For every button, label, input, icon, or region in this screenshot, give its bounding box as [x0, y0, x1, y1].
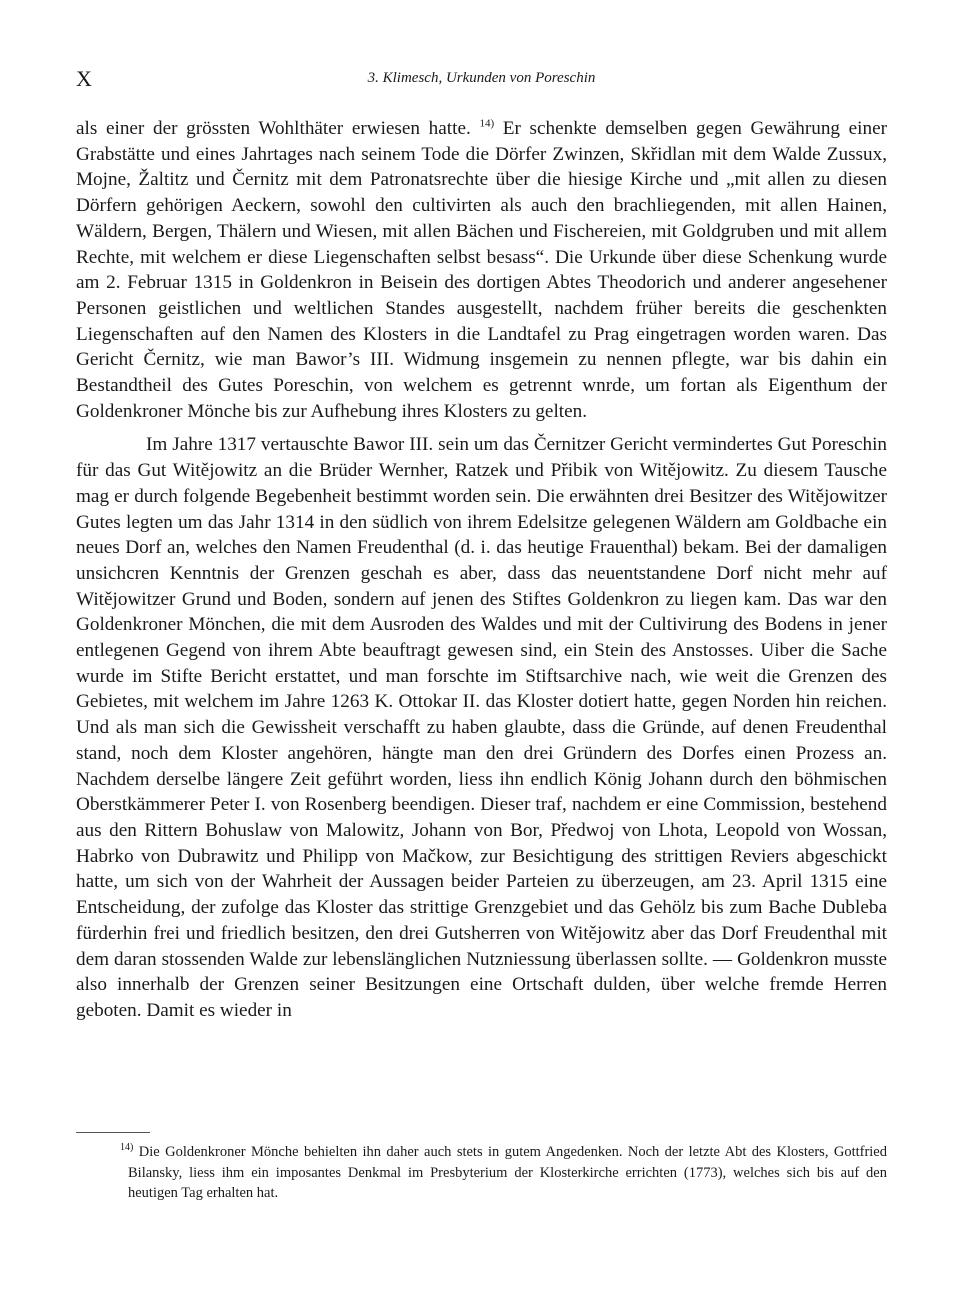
- footnote: [76, 1142, 887, 1204]
- paragraph-1-text-b: Er schenkte demselben gegen Gewährung einer Grabstätte und eines Jahrtages nach seinem Tode die Dörfer Zwinzen, Skřidlan mit dem Walde Zussux, Mojne, Žaltitz und Černitz mit dem Patronatsrechte über die hiesige Kirche und „mit allen zu diesen Dörfern gehörigen Aeckern, sowohl den cultivirten als auch den brachliegenden, mit allen Hainen, Wäldern, Bergen, Thälern und Wiesen, mit allen Bächen und Fischereien, mit Goldgruben und mit allem Rechte, mit welchem er diese Liegenschaften selbst besass“. Die Urkunde über diese Schenkung wurde am 2. Februar 1315 in Goldenkron in Beisein des dortigen Abtes Theodorich und anderer angesehener Personen geistlichen und weltlichen Standes ausgestellt, nachdem früher bereits die geschenkten Liegenschaften auf den Namen des Klosters in die Landtafel zu Prag eingetragen worden waren. Das Gericht Černitz, wie man Bawor’s III. Widmung insgemein zu nennen pflegte, war bis dahin ein Bestandtheil des Gutes Poreschin, von welchem es getrennt wnrde, um fortan als Eigenthum der Goldenkroner Mönche bis zur Aufhebung ihres Klosters zu gelten.: [76, 118, 888, 422]
- footnote-text: Die Goldenkroner Mönche behielten ihn daher auch stets in gutem Angedenken. Noch der letzte Abt des Klosters, Gottfried Bilansky, liess ihm ein imposantes Denkmal im Presbyterium der Klosterkirche errichten (1773), welches sich bis auf den heutigen Tag erhalten hat.: [128, 1144, 887, 1201]
- page-header: [76, 66, 887, 100]
- paragraph-1-text-a: als einer der grössten Wohlthäter erwiesen hatte.: [76, 118, 471, 139]
- footnote-reference[interactable]: 14): [479, 117, 495, 130]
- footnote-divider: [76, 1132, 150, 1133]
- running-title: 3. Klimesch, Urkunden von Poreschin: [367, 70, 596, 86]
- page-number: X: [76, 66, 92, 91]
- body-text: [76, 116, 887, 1024]
- paragraph-2: Im Jahre 1317 vertauschte Bawor III. sein um das Černitzer Gericht vermindertes Gut Poreschin für das Gut Witějowitz an die Brüder Wernher, Ratzek und Přibik von Witějowitz. Zu diesem Tausche mag er durch folgende Begebenheit bestimmt worden sein. Die erwähnten drei Besitzer des Witějowitzer Gutes legten um das Jahr 1314 in den südlich von ihrem Edelsitze gelegenen Wäldern am Goldbache ein neues Dorf an, welches den Namen Freudenthal (d. i. das heutige Frauenthal) bekam. Bei der damaligen unsichcren Kenntnis der Grenzen geschah es aber, dass das neuentstandene Dorf nicht mehr auf Witějowitzer Grund und Boden, sondern auf jenen des Stiftes Goldenkron zu liegen kam. Das war den Goldenkroner Mönchen, die mit dem Ausroden des Waldes und mit der Cultivirung des Bodens in jener entlegenen Gegend von ihrem Abte beauftragt gewesen sind, ein Stein des Anstosses. Uiber die Sache wurde im Stifte Bericht erstattet, und man forschte im Stiftsarchive nach, wie weit die Grenzen des Gebietes, mit welchem im Jahre 1263 K. Ottokar II. das Kloster dotiert hatte, gegen Norden hin reichen. Und als man sich die Gewissheit verschafft zu haben glaubte, dass die Gründe, auf denen Freudenthal stand, noch dem Kloster angehören, hängte man den drei Gründern des Dorfes einen Prozess an. Nachdem derselbe längere Zeit geführt worden, liess ihn endlich König Johann durch den böhmischen Oberstkämmerer Peter I. von Rosenberg beendigen. Dieser traf, nachdem er eine Commission, bestehend aus den Rittern Bohuslaw von Malowitz, Johann von Bor, Předwoj von Lhota, Leopold von Wossan, Habrko von Dubrawitz und Philipp von Mačkow, zur Besichtigung des strittigen Reviers abgeschickt hatte, um sich von der Wahrheit der Aussagen beider Parteien zu überzeugen, am 23. April 1315 eine Entscheidung, der zufolge das Kloster das strittige Grenzgebiet und das Gehölz bis zum Bache Dubleba fürderhin frei und friedlich besitzen, den drei Gutsherren von Witějowitz aber das Dorf Freudenthal mit dem daran stossenden Walde zur lebenslänglichen Nutzniessung überlassen sollte. — Goldenkron musste also innerhalb der Grenzen seiner Besitzungen eine Ortschaft dulden, über welche fremde Herren geboten. Damit es wieder in: [76, 434, 887, 1021]
- footnote-mark: 14): [120, 1142, 134, 1154]
- paragraph-1: [76, 116, 887, 424]
